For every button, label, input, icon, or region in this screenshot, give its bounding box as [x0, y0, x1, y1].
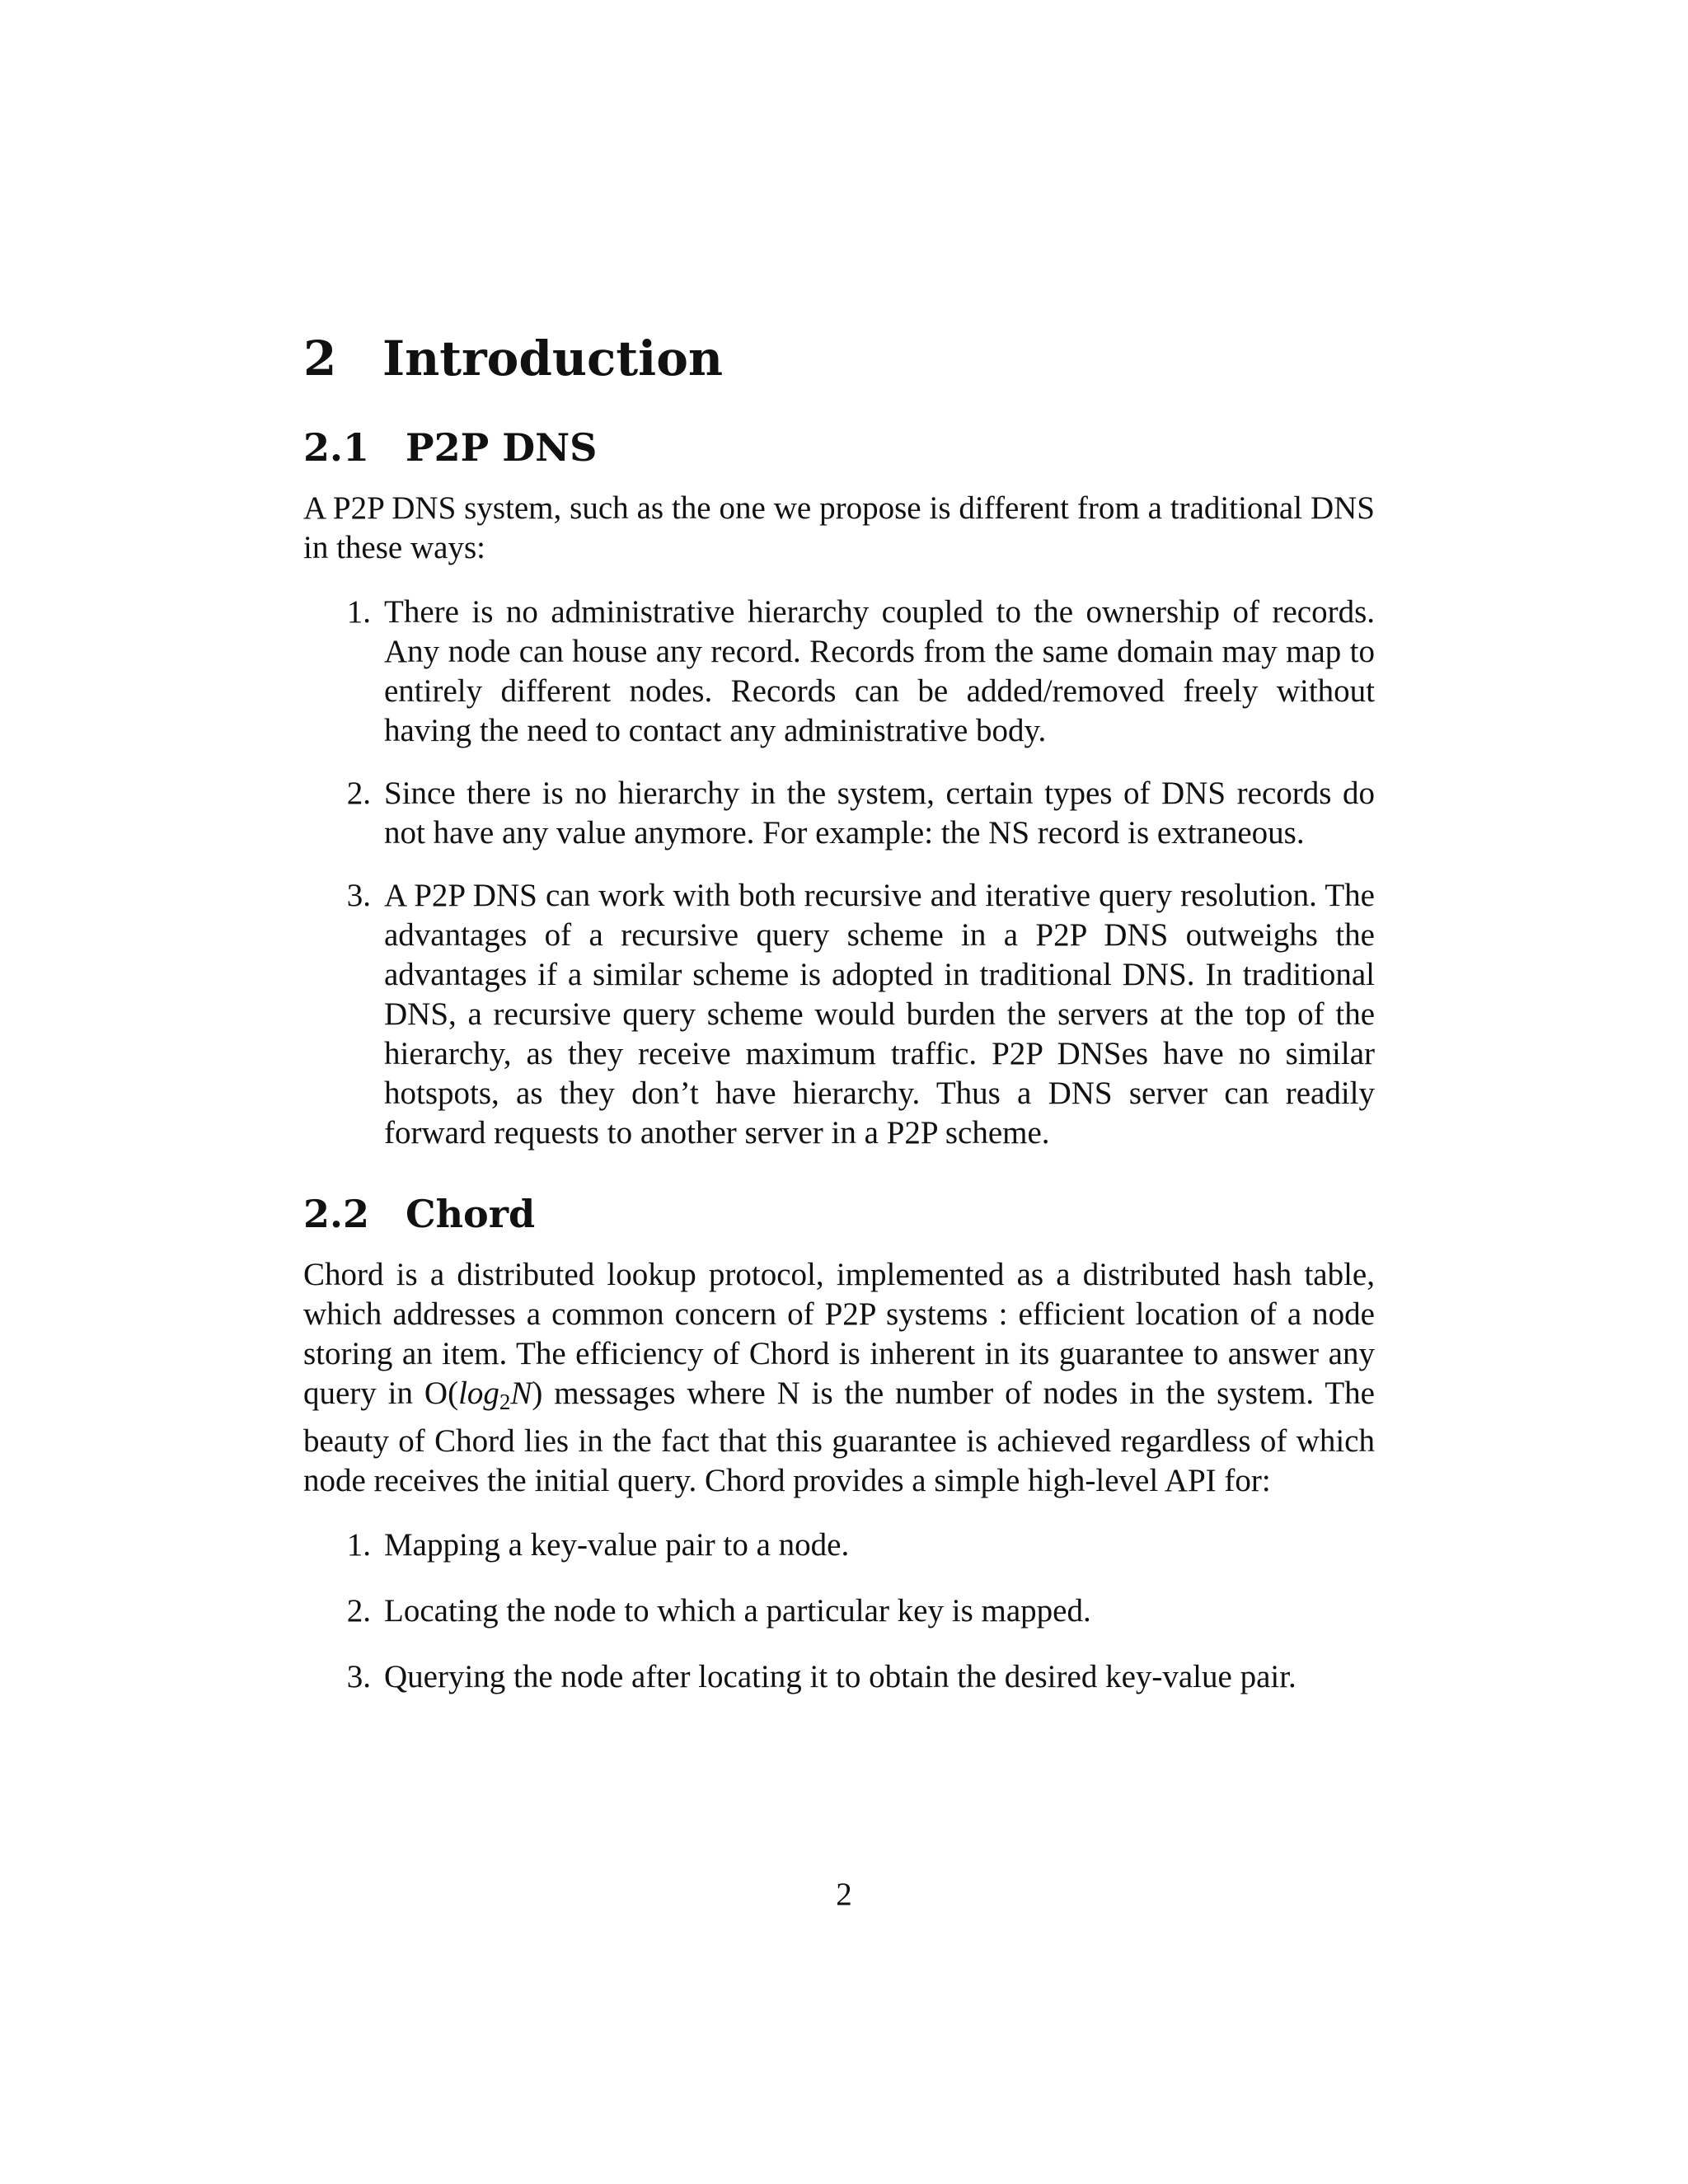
- math-log: log: [458, 1376, 499, 1411]
- chord-paragraph-text-after: ) messages where N is the number of nodes in the system. The beauty of Chord lies in the fact that this guarantee is achieved regardless of which node receives the initial query. Chord provides a simple high-level API for:: [303, 1376, 1375, 1498]
- subsection-number: 2.1: [303, 425, 370, 470]
- page-number: 2: [836, 1877, 852, 1912]
- list-marker: 1.: [346, 594, 371, 630]
- list-marker: 1.: [346, 1527, 371, 1563]
- p2p-differences-list: [303, 593, 1375, 1153]
- page-content: [303, 326, 1375, 1697]
- subsection-title: Chord: [406, 1192, 536, 1236]
- list-item-text: Locating the node to which a particular key is mapped.: [384, 1593, 1091, 1629]
- list-item: [303, 1591, 1375, 1631]
- list-item-text: Querying the node after locating it to obtain the desired key-value pair.: [384, 1659, 1296, 1694]
- section-heading-introduction: [303, 326, 1375, 391]
- p2p-intro-paragraph: A P2P DNS system, such as the one we propose is different from a traditional DNS in these ways:: [303, 490, 1375, 565]
- math-subscript: 2: [499, 1390, 511, 1414]
- list-item-text: Mapping a key-value pair to a node.: [384, 1527, 850, 1563]
- subsection-heading-p2p-dns: [303, 421, 1375, 474]
- list-item: [303, 1526, 1375, 1565]
- chord-paragraph-text-before: Chord is a distributed lookup protocol, implemented as a distributed hash table, which addresses a common concern of P2P systems : efficient location of a node storing an item. The efficiency of Chord is inherent in its guarantee to answer any query in O(: [303, 1257, 1375, 1411]
- section-title: Introduction: [382, 330, 724, 387]
- subsection-number: 2.2: [303, 1192, 370, 1236]
- list-item: [303, 1657, 1375, 1697]
- chord-api-list: [303, 1526, 1375, 1697]
- math-n: N: [510, 1376, 532, 1411]
- chord-paragraph: [303, 1255, 1375, 1501]
- subsection-heading-chord: [303, 1188, 1375, 1240]
- list-marker: 3.: [346, 1659, 371, 1694]
- list-item: [303, 774, 1375, 853]
- list-item: [303, 876, 1375, 1153]
- list-item-text: Since there is no hierarchy in the system, certain types of DNS records do not have any value anymore. For example: the NS record is extraneous.: [384, 776, 1375, 851]
- list-marker: 3.: [346, 878, 371, 913]
- list-item-text: A P2P DNS can work with both recursive and iterative query resolution. The advantages of a recursive query scheme in a P2P DNS outweighs the advantages if a similar scheme is adopted in traditional DNS. In traditional DNS, a recursive query scheme would burden the servers at the top of the hierarchy, as they receive maximum traffic. P2P DNSes have no similar hotspots, as they don’t have hierarchy. Thus a DNS server can readily forward requests to another server in a P2P scheme.: [384, 878, 1375, 1151]
- section-number: 2: [303, 330, 337, 387]
- subsection-title: P2P DNS: [406, 425, 598, 470]
- list-marker: 2.: [346, 776, 371, 811]
- list-item: [303, 593, 1375, 751]
- list-marker: 2.: [346, 1593, 371, 1629]
- list-item-text: There is no administrative hierarchy coupled to the ownership of records. Any node can house any record. Records from the same domain may map to entirely different nodes. Records can be added/removed freely without having the need to contact any administrative body.: [384, 594, 1375, 748]
